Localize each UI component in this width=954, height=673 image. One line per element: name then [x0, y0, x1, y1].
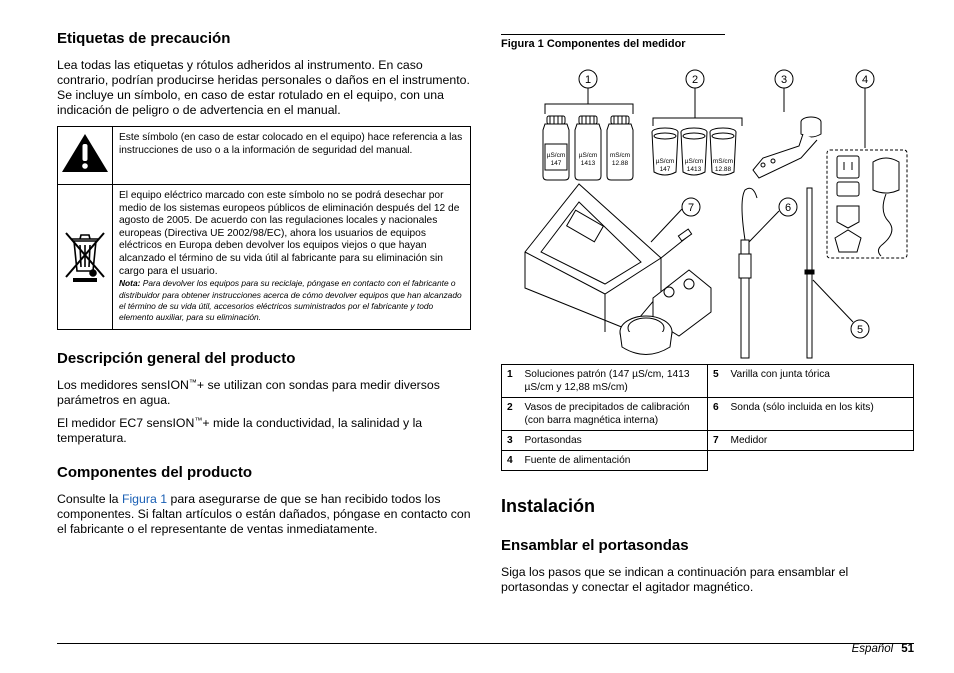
callout-7: [682, 198, 700, 216]
legend-num: 7: [708, 431, 726, 451]
figure-caption-block: [501, 30, 914, 50]
warning-row-danger: [58, 127, 471, 185]
warning-text-danger: Este símbolo (en caso de estar colocado en el equipo) hace referencia a las instrucciones de uso o a la información de seguridad del manual.: [113, 127, 471, 185]
legend-num: 5: [708, 365, 726, 398]
svg-text:12.88: 12.88: [714, 166, 732, 173]
page-footer: [852, 643, 914, 655]
warning-icon-cell: [58, 127, 113, 185]
svg-text:mS/cm: mS/cm: [712, 158, 734, 165]
svg-text:12.88: 12.88: [611, 160, 629, 167]
legend-text: Soluciones patrón (147 µS/cm, 1413 µS/cm y 12,88 mS/cm): [520, 365, 708, 398]
footer-rule: [57, 643, 914, 644]
legend-text: Portasondas: [520, 431, 708, 451]
trademark-mark: ™: [194, 415, 203, 425]
svg-text:4: 4: [861, 74, 869, 86]
legend-text: Fuente de alimentación: [520, 451, 708, 471]
installation-section: [501, 496, 914, 603]
power-supply: [827, 150, 907, 258]
overview-p1-start: Los medidores sensION: [57, 377, 189, 392]
page-number: 51: [901, 643, 914, 655]
components-text-start: Consulte la: [57, 491, 122, 506]
meter-components-illustration: [501, 62, 914, 362]
legend-row: [502, 451, 914, 471]
rod-with-oring: [805, 188, 814, 358]
components-legend-table: [501, 364, 914, 471]
warning-text-weee: [113, 185, 471, 330]
note-label: Nota:: [119, 278, 141, 289]
svg-text:1413: 1413: [580, 160, 596, 167]
callout-5: [851, 320, 869, 338]
legend-num: 4: [502, 451, 520, 471]
section-title-overview: Descripción general del producto: [57, 349, 296, 367]
svg-text:µS/cm: µS/cm: [546, 152, 566, 159]
svg-text:3: 3: [780, 74, 788, 86]
svg-text:6: 6: [784, 202, 792, 214]
meter-device: [525, 184, 711, 355]
overview-p2-end: + mide la conductividad, la salinidad y la temperatura.: [57, 415, 423, 445]
overview-p1-end: + se utilizan con sondas para medir diversos parámetros en agua.: [57, 377, 440, 407]
svg-text:7: 7: [687, 202, 695, 214]
components-text-end: para asegurarse de que se han recibido todos los componentes. Si faltan artículos o están dañados, póngase en contacto con el fabricante o el representante de ventas inmediatamente.: [57, 491, 471, 536]
weee-note: [119, 278, 464, 324]
legend-num: 2: [502, 398, 520, 431]
left-column: [57, 30, 471, 545]
legend-text: Medidor: [726, 431, 914, 451]
crossed-bin-icon: [60, 225, 110, 285]
assemble-holder-title: Ensamblar el portasondas: [501, 537, 689, 554]
overview-p2-start: El medidor EC7 sensION: [57, 415, 195, 430]
callout-1: [579, 70, 597, 88]
conductivity-probe: [739, 188, 757, 358]
components-paragraph: [57, 492, 471, 537]
installation-title: Instalación: [501, 496, 596, 516]
legend-empty-cell: [708, 451, 914, 471]
legend-text: Varilla con junta tórica: [726, 365, 914, 398]
callout-4: [856, 70, 874, 88]
overview-paragraph-2: [57, 416, 471, 446]
callout-3: [775, 70, 793, 88]
section-title-precaution: Etiquetas de precaución: [57, 30, 231, 47]
legend-num: 1: [502, 365, 520, 398]
legend-text: Vasos de precipitados de calibración (con barra magnética interna): [520, 398, 708, 431]
callout-6: [779, 198, 797, 216]
svg-text:µS/cm: µS/cm: [578, 152, 598, 159]
svg-text:5: 5: [856, 324, 864, 336]
footer-language: Español: [851, 643, 894, 655]
svg-text:mS/cm: mS/cm: [609, 152, 631, 159]
weee-icon-cell: [58, 185, 113, 330]
warning-row-weee: [58, 185, 471, 330]
section-title-components: Componentes del producto: [57, 463, 252, 481]
calibration-beakers: [652, 128, 736, 175]
caption-rule: [501, 34, 725, 35]
legend-text: Sonda (sólo incluida en los kits): [726, 398, 914, 431]
note-text: Para devolver los equipos para su reciclaje, póngase en contacto con el fabricante o distribuidor para obtener instrucciones acerca de cómo devolver equipos que han alcanzado el término de su vida útil, accesorios eléctricos suministrados por el fabricante y todo elemento auxiliar, para su eliminación.: [119, 278, 462, 323]
svg-text:1413: 1413: [686, 166, 702, 173]
svg-text:µS/cm: µS/cm: [655, 158, 675, 165]
legend-row: [502, 398, 914, 431]
callout-2: [686, 70, 704, 88]
legend-row: [502, 431, 914, 451]
svg-text:µS/cm: µS/cm: [684, 158, 704, 165]
legend-num: 6: [708, 398, 726, 431]
standard-solution-bottles: [543, 116, 633, 180]
legend-row: [502, 365, 914, 398]
svg-text:147: 147: [550, 160, 562, 167]
figure-1-link[interactable]: Figura 1: [121, 491, 168, 506]
warning-symbols-table: [57, 126, 471, 330]
trademark-mark: ™: [188, 377, 197, 387]
svg-text:147: 147: [659, 166, 671, 173]
assemble-holder-paragraph: Siga los pasos que se indican a continuación para ensamblar el portasondas y conectar el agitador magnético.: [501, 565, 849, 594]
precaution-paragraph: Lea todas las etiquetas y rótulos adheridos al instrumento. En caso contrario, podrían producirse heridas personales o daños en el instrumento. Se incluye un símbolo, en caso de estar rotulado en el equipo, con una indicación de peligro o de advertencia en el manual.: [57, 58, 470, 117]
warning-triangle-icon: [59, 131, 111, 175]
probe-holder: [753, 117, 821, 178]
weee-text: El equipo eléctrico marcado con este símbolo no se podrá desechar por medio de los sistemas europeos públicos de eliminación después del 12 de agosto de 2005. De acuerdo con las regulaciones locales y nacionales europeas (Directiva UE 2002/98/EC), ahora los usuarios de equipos eléctricos en Europa deben devolver los equipos viejos o que hayan alcanzado el término de su vida útil al fabricante para su eliminación sin cargo para el usuario.: [119, 190, 460, 277]
overview-paragraph-1: [57, 378, 471, 408]
legend-num: 3: [502, 431, 520, 451]
svg-text:2: 2: [691, 74, 699, 86]
figure-caption: Figura 1 Componentes del medidor: [501, 38, 686, 50]
svg-text:1: 1: [584, 74, 592, 86]
